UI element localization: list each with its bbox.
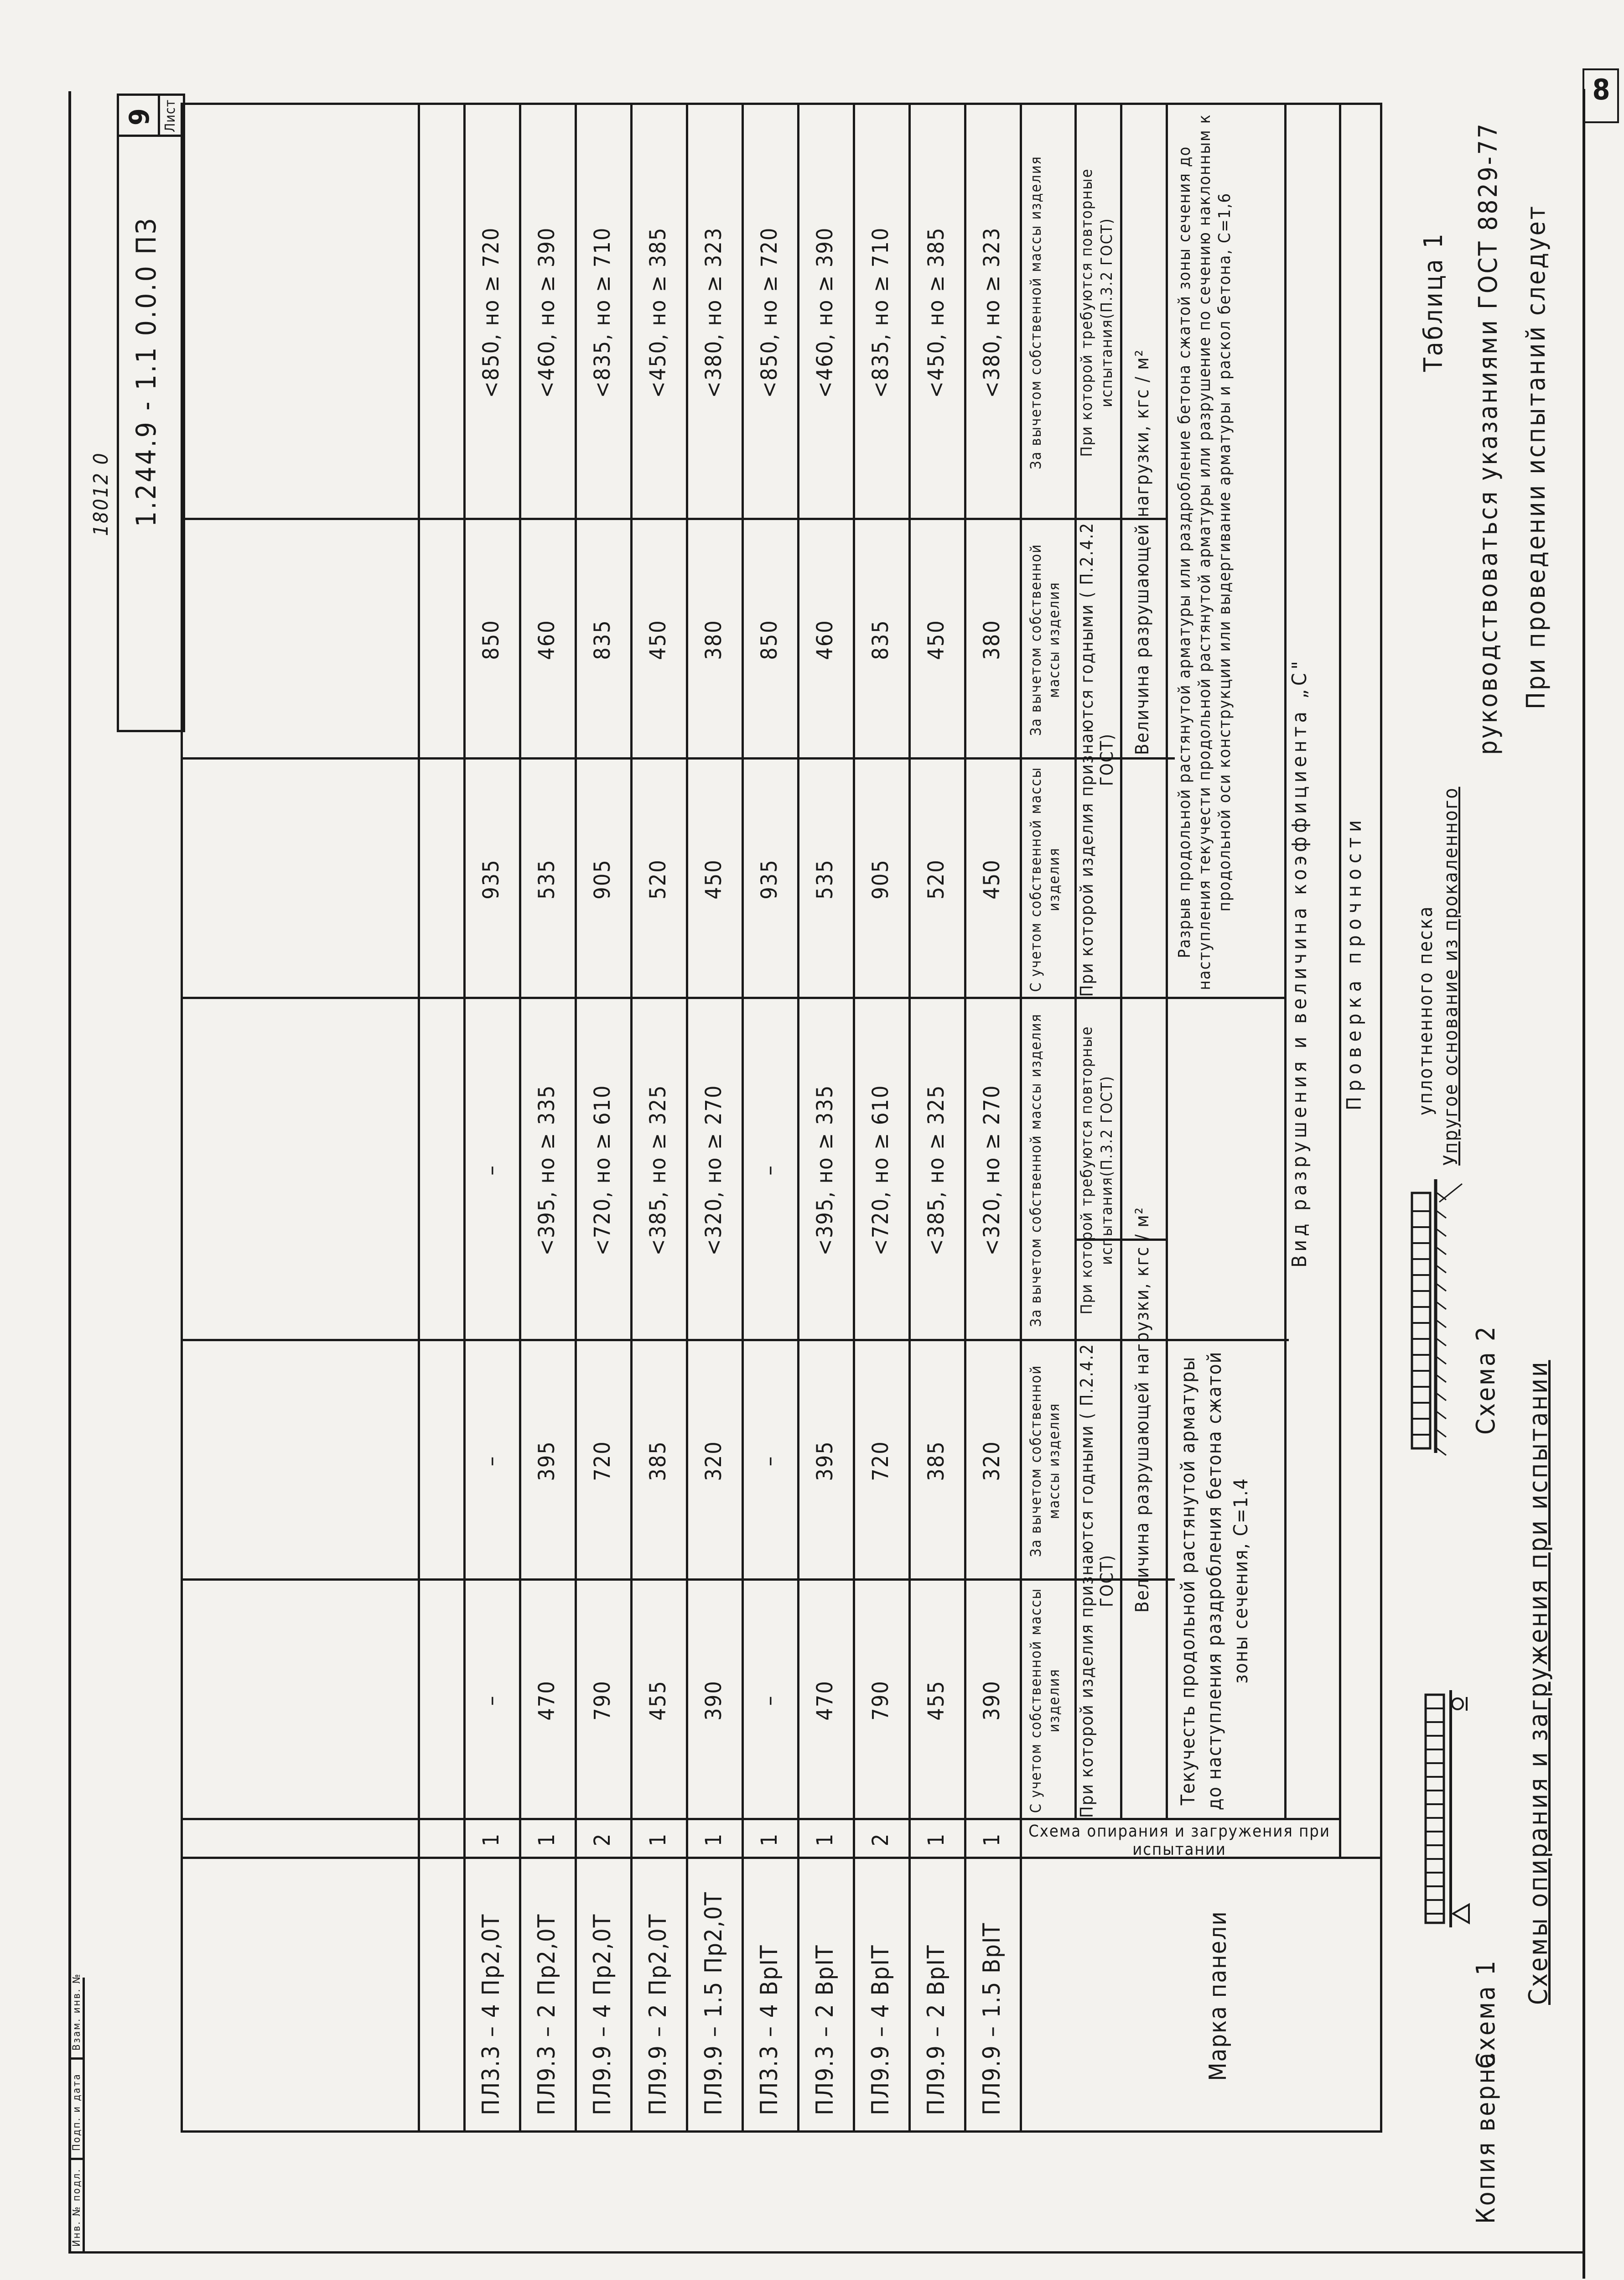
frame-bottom-line bbox=[68, 2251, 1585, 2254]
table-cell-mark: ПЛ9.9 – 1.5 Пр2,0Т bbox=[700, 1891, 727, 2115]
table-cell-a2: 720 bbox=[590, 1441, 615, 1481]
table-cell-b1: 450 bbox=[979, 859, 1005, 900]
table-cell-r1: <320, но ≥ 270 bbox=[979, 1084, 1005, 1256]
col-scheme-header: Схема опирания и загружения при испытании bbox=[1028, 1822, 1330, 1859]
table-cell-b2: 460 bbox=[534, 619, 560, 660]
table-cell-r1: <385, но ≥ 325 bbox=[645, 1084, 671, 1256]
table-cell-b2: 450 bbox=[924, 619, 949, 660]
table-cell-b2: 850 bbox=[757, 619, 782, 660]
table-cell-b2: 835 bbox=[590, 619, 615, 660]
load-header-right: Величина разрушающей нагрузки, кгс / м² bbox=[1132, 349, 1153, 755]
table-cell-scheme: 1 bbox=[534, 1832, 560, 1847]
frame-right-line bbox=[1582, 89, 1585, 2279]
table-cell-b1: 450 bbox=[701, 859, 726, 900]
rotated-document bbox=[71, 91, 1582, 2251]
margin-inv: Инв. № подл. bbox=[71, 2168, 83, 2247]
table-cell-a2: – bbox=[478, 1455, 504, 1467]
table-cell-s1: <850, но ≥ 720 bbox=[478, 227, 504, 398]
table-cell-b2: 380 bbox=[979, 619, 1005, 660]
sub-with-mass-1: С учетом собственной массы изделия bbox=[1027, 1588, 1063, 1813]
table-cell-a2: 385 bbox=[924, 1441, 949, 1481]
table-cell-r1: <320, но ≥ 270 bbox=[701, 1084, 726, 1256]
sheet-number: 9 bbox=[124, 107, 156, 125]
table-cell-mark: ПЛ9.3 – 2 Пр2,0Т bbox=[533, 1913, 560, 2115]
table-cell-s1: <450, но ≥ 385 bbox=[645, 227, 671, 398]
table-cell-mark: ПЛ3.3 – 4 ВрIТ bbox=[756, 1944, 783, 2115]
col-mark-header: Марка панели bbox=[1204, 1910, 1232, 2081]
table-cell-scheme: 1 bbox=[979, 1832, 1005, 1847]
scheme1-drawing bbox=[1416, 1686, 1476, 1932]
sub-without-mass-3: За вычетом собственной массы изделия bbox=[1027, 543, 1063, 736]
table-cell-a1: – bbox=[757, 1695, 782, 1706]
table-cell-b1: 905 bbox=[868, 859, 893, 900]
table-cell-b2: 835 bbox=[868, 619, 893, 660]
table-cell-a1: 455 bbox=[645, 1680, 671, 1721]
table-cell-a1: 390 bbox=[979, 1680, 1005, 1721]
table-cell-mark: ПЛ9.9 – 4 ВрIТ bbox=[867, 1944, 894, 2115]
table-cell-mark: ПЛ9.9 – 4 Пр2,0Т bbox=[589, 1913, 616, 2115]
table-cell-a2: 385 bbox=[645, 1441, 671, 1481]
table-cell-a1: 470 bbox=[812, 1680, 838, 1721]
table-cell-scheme: 2 bbox=[868, 1832, 893, 1847]
table-cell-a2: 320 bbox=[701, 1441, 726, 1481]
table-cell-b1: 935 bbox=[757, 859, 782, 900]
table-cell-b1: 535 bbox=[812, 859, 838, 900]
note-line1: При проведении испытаний следует bbox=[1521, 204, 1551, 709]
table-cell-r1: <720, но ≥ 610 bbox=[868, 1084, 893, 1256]
table-cell-mark: ПЛ9.9 – 2 ВрIТ bbox=[923, 1944, 950, 2115]
table-cell-b2: 380 bbox=[701, 619, 726, 660]
table-cell-a2: 395 bbox=[812, 1441, 838, 1481]
margin-sign: Подп. и дата bbox=[71, 2073, 83, 2151]
table-cell-a2: 395 bbox=[534, 1441, 560, 1481]
table-cell-r1: <720, но ≥ 610 bbox=[590, 1084, 615, 1256]
table-cell-s1: <835, но ≥ 710 bbox=[868, 227, 893, 398]
table-label: Таблица 1 bbox=[1419, 232, 1448, 372]
table-cell-s1: <460, но ≥ 390 bbox=[534, 227, 560, 398]
table-cell-s1: <380, но ≥ 323 bbox=[979, 227, 1005, 398]
table-cell-scheme: 1 bbox=[478, 1832, 504, 1847]
table-cell-r1: <395, но ≥ 335 bbox=[534, 1084, 560, 1256]
table-cell-scheme: 1 bbox=[645, 1832, 671, 1847]
table-cell-r1: <385, но ≥ 325 bbox=[924, 1084, 949, 1256]
table-cell-b1: 520 bbox=[924, 859, 949, 900]
table-cell-b1: 905 bbox=[590, 859, 615, 900]
base-note-line1: Упругое основание из прокаленного bbox=[1439, 786, 1462, 1166]
retest-header-left: При которой требуются повторные испытания(П.3.2 ГОСТ) bbox=[1078, 1025, 1116, 1315]
failure-header: Вид разрушения и величина коэффициента „С" bbox=[1288, 657, 1311, 1268]
accepted-header-right: При которой изделия признаются годными ( П.2.4.2 ГОСТ) bbox=[1077, 522, 1117, 997]
table-cell-mark: ПЛ9.3 – 2 ВрIТ bbox=[811, 1944, 839, 2115]
sub-without-mass-1: За вычетом собственной массы изделия bbox=[1027, 1364, 1063, 1557]
table-cell-s1: <380, но ≥ 323 bbox=[701, 227, 726, 398]
table-cell-b1: 935 bbox=[478, 859, 504, 900]
sub-without-mass-4: За вычетом собственной массы изделия bbox=[1027, 156, 1044, 469]
table-cell-scheme: 1 bbox=[757, 1832, 782, 1847]
scheme2-label: Схема 2 bbox=[1471, 1325, 1501, 1435]
table-cell-s1: <850, но ≥ 720 bbox=[757, 227, 782, 398]
table-cell-b2: 460 bbox=[812, 619, 838, 660]
table-cell-a1: 470 bbox=[534, 1680, 560, 1721]
base-note-line2: уплотненного песка bbox=[1414, 905, 1437, 1115]
failure2-text: Разрыв продольной растянутой арматуры или раздробление бетона сжатой зоны сечения до наступления текучести продольной растянутой арматуры или разрушение по сечению наклонным к продольной оси конструкции или выдергивание арматуры и раскол бетона, С=1,6 bbox=[1175, 114, 1234, 990]
table-cell-r1: – bbox=[478, 1165, 504, 1176]
table-cell-s1: <460, но ≥ 390 bbox=[812, 227, 838, 398]
table-cell-a1: 390 bbox=[701, 1680, 726, 1721]
table-cell-scheme: 1 bbox=[812, 1832, 838, 1847]
sub-with-mass-3: С учетом собственной массы изделия bbox=[1027, 766, 1063, 992]
retest-header-right: При которой требуются повторные испытания(П.3.2 ГОСТ) bbox=[1078, 168, 1116, 457]
table-cell-r1: <395, но ≥ 335 bbox=[812, 1084, 838, 1256]
schemes-title: Схемы опирания и загружения при испытании bbox=[1524, 1360, 1553, 2005]
table-cell-b2: 450 bbox=[645, 619, 671, 660]
table-cell-b1: 535 bbox=[534, 859, 560, 900]
page-number: 8 bbox=[1592, 73, 1610, 106]
note-line2: руководствоваться указаниями ГОСТ 8829-77 bbox=[1474, 122, 1503, 755]
table-cell-a2: 320 bbox=[979, 1441, 1005, 1481]
table-cell-mark: ПЛ3.3 – 4 Пр2,0Т bbox=[477, 1913, 505, 2115]
table-cell-s1: <835, но ≥ 710 bbox=[590, 227, 615, 398]
table-cell-scheme: 2 bbox=[590, 1832, 615, 1847]
table-cell-a1: – bbox=[478, 1695, 504, 1706]
table-cell-a1: 455 bbox=[924, 1680, 949, 1721]
table-cell-r1: – bbox=[757, 1165, 782, 1176]
table-cell-scheme: 1 bbox=[701, 1832, 726, 1847]
table-cell-scheme: 1 bbox=[924, 1832, 949, 1847]
accepted-header-left: При которой изделия признаются годными ( П.2.4.2 ГОСТ) bbox=[1077, 1343, 1117, 1818]
table-cell-s1: <450, но ≥ 385 bbox=[924, 227, 949, 398]
table-cell-a1: 790 bbox=[868, 1680, 893, 1721]
table-cell-b2: 850 bbox=[478, 619, 504, 660]
table-cell-mark: ПЛ9.9 – 2 Пр2,0Т bbox=[644, 1913, 672, 2115]
inventory-number: 18012 0 bbox=[89, 452, 113, 536]
check-header: Проверка прочности bbox=[1343, 815, 1366, 1110]
scheme1-label: Схема 1 bbox=[1471, 1959, 1501, 2069]
sheet-label: Лист bbox=[162, 99, 178, 132]
table-cell-b1: 520 bbox=[645, 859, 671, 900]
sub-without-mass-2: За вычетом собственной массы изделия bbox=[1027, 1013, 1044, 1327]
margin-inv2: Взам. инв. № bbox=[71, 1973, 83, 2051]
scheme2-drawing bbox=[1394, 1175, 1471, 1458]
table-cell-mark: ПЛ9.9 – 1.5 ВрIТ bbox=[978, 1922, 1006, 2115]
copy-mark: Копия верна bbox=[1471, 2051, 1501, 2224]
failure1-text: Текучесть продольной растянутой арматуры до наступления раздробления бетона сжатой зоны сечения, С=1.4 bbox=[1177, 1351, 1252, 1811]
table-cell-a2: – bbox=[757, 1455, 782, 1467]
table-cell-a1: 790 bbox=[590, 1680, 615, 1721]
document-code: 1.244.9 - 1.1 0.0.0 ПЗ bbox=[130, 216, 162, 527]
load-header-left: Величина разрушающей нагрузки, кгс / м² bbox=[1132, 1207, 1153, 1613]
table-cell-a2: 720 bbox=[868, 1441, 893, 1481]
